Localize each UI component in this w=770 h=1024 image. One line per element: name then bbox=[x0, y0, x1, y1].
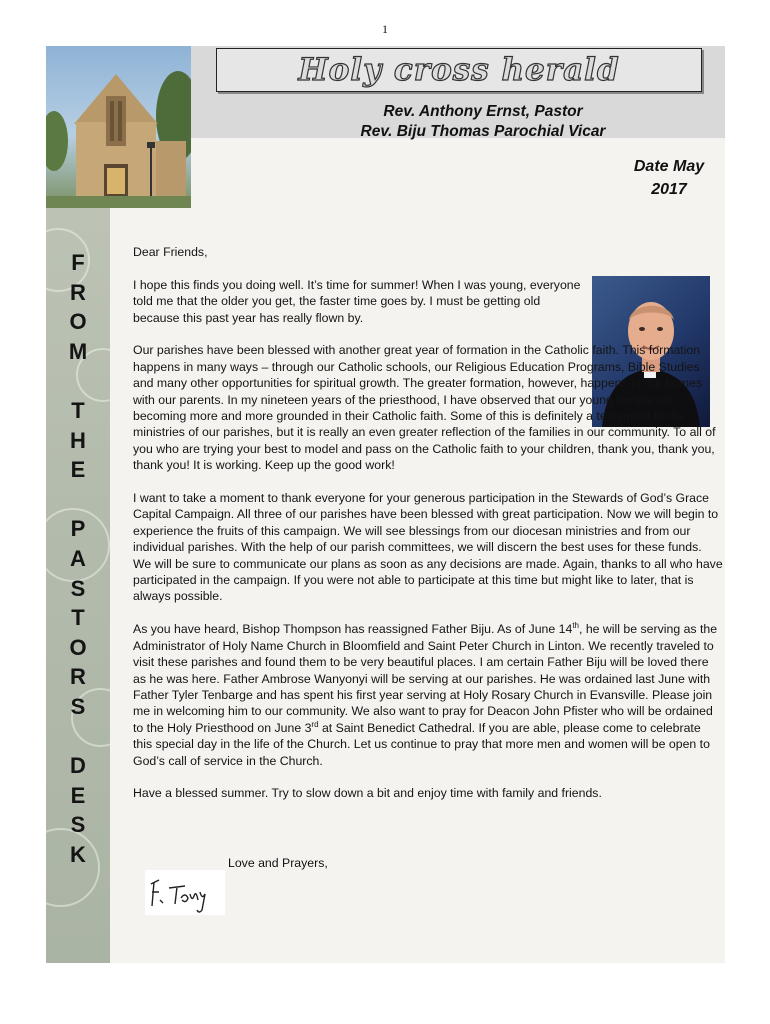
page-number: 1 bbox=[382, 22, 388, 36]
letter-greeting: Dear Friends, bbox=[133, 245, 208, 259]
issue-date bbox=[596, 155, 742, 201]
newsletter-title: Holy cross herald bbox=[298, 52, 620, 88]
clergy-block bbox=[266, 102, 700, 142]
letter-paragraph-5: Have a blessed summer. Try to slow down a bit and enjoy time with family and friends. bbox=[133, 786, 602, 801]
sidebar-letter: S bbox=[70, 693, 86, 719]
from-the-pastors-desk bbox=[46, 248, 110, 869]
sidebar-letter: A bbox=[70, 545, 86, 571]
letter-paragraph-3: I want to take a moment to thank everyone for your generous participation in the Stewards of God’s Grace Capital Campaign. All three of our parishes have been blessed with great participation. Now we will begin to experience the fruits of this campaign. We will see blessings from our diocesan ministries and from our individual parishes. With the help of our parish committees, we will discern the best uses for these funds. We will be sure to communicate our plans as soon as any decisions are made. Again, thanks to all who have participated in the campaign. If you were not able to participate at this time but might like to later, that is always possible. bbox=[133, 491, 723, 604]
sidebar-letter: P bbox=[70, 516, 86, 542]
letter-body bbox=[133, 244, 723, 818]
sidebar-letter: H bbox=[70, 427, 86, 453]
newsletter-title-box bbox=[216, 48, 702, 92]
paragraph-2-text: Our parishes have been blessed with another great year of formation in the Catholic faith. This formation happens in many ways – through our Catholic schools, our Religious Education Programs, Bible Studies and many other opportunities for spiritual growth. The greater formation, however, happens in our homes with our parents. In my nineteen years of the priesthood, I have observed that our young people are becoming more and more grounded in their Catholic faith. Some of this is definitely a testament to the ministries of our parishes, but it is really an even greater reflection of the families in our community. To all of you who are trying your best to model and pass on the Catholic faith to your children, thank you, thank you, thank you! It is working. Keep up the good work! bbox=[133, 343, 716, 473]
p4-part-a: As you have heard, Bishop Thompson has reassigned Father Biju. As of June 14 bbox=[133, 622, 573, 637]
date-line-1: Date May bbox=[633, 158, 705, 175]
sidebar-letter-gap bbox=[46, 366, 110, 396]
sidebar-letter: E bbox=[70, 457, 86, 483]
letter-paragraph-2 bbox=[133, 342, 723, 473]
pastor-line: Rev. Anthony Ernst, Pastor bbox=[383, 103, 583, 120]
sidebar-letter: F bbox=[71, 250, 85, 275]
sidebar-letter: R bbox=[70, 279, 86, 305]
sidebar-letter: S bbox=[70, 575, 86, 601]
sidebar-letter: D bbox=[70, 753, 86, 779]
letter-closing: Love and Prayers, bbox=[228, 856, 328, 870]
p4-part-c: at Saint Benedict Cathedral. If you are able, please come to celebrate this special day in the life of the Church. Let us continue to pray that more men and women will be open to God’s call of service in the Church. bbox=[133, 720, 710, 768]
sidebar-letter: R bbox=[70, 664, 86, 690]
sidebar-letter: M bbox=[68, 338, 88, 364]
sidebar-letter: T bbox=[71, 397, 85, 423]
p4-superscript-1: th bbox=[572, 621, 579, 631]
vicar-line: Rev. Biju Thomas Parochial Vicar bbox=[360, 123, 606, 140]
sidebar-letter: O bbox=[69, 309, 87, 335]
sidebar-letter: O bbox=[69, 634, 87, 660]
church-illustration bbox=[46, 46, 191, 208]
signature-image bbox=[145, 870, 225, 915]
sidebar-letter: E bbox=[70, 782, 86, 808]
signature-icon bbox=[145, 870, 225, 915]
sidebar-letter: T bbox=[71, 605, 85, 631]
letter-paragraph-4 bbox=[133, 621, 723, 769]
church-photo bbox=[46, 46, 191, 208]
letter-paragraph-1: I hope this finds you doing well. It’s time for summer! When I was young, everyone told me that the older you get, the faster time goes by. I must be getting old because this past year has really flown by. bbox=[133, 277, 581, 325]
sidebar-letter-gap bbox=[46, 485, 110, 515]
p4-superscript-2: rd bbox=[311, 719, 319, 729]
sidebar-letter-gap bbox=[46, 722, 110, 752]
sidebar-letter: S bbox=[70, 812, 86, 838]
p4-part-b: , he will be serving as the Administrator of Holy Name Church in Bloomfield and Saint Peter Church in Linton. We recently traveled to visit these parishes and found them to be very beautiful places. I am certain Father Biju will be loved there as he was here. Father Ambrose Wanyonyi will be serving at our parishes. He was ordained last June with Father Tyler Tenbarge and has spent his first year serving at Holy Rosary Church in Evansville. Please join me in welcoming him to our community. We also want to pray for Deacon John Pfister who will be ordained to the Holy Priesthood on June 3 bbox=[133, 622, 718, 735]
sidebar-letter: K bbox=[70, 841, 86, 867]
date-line-2: 2017 bbox=[651, 181, 687, 198]
